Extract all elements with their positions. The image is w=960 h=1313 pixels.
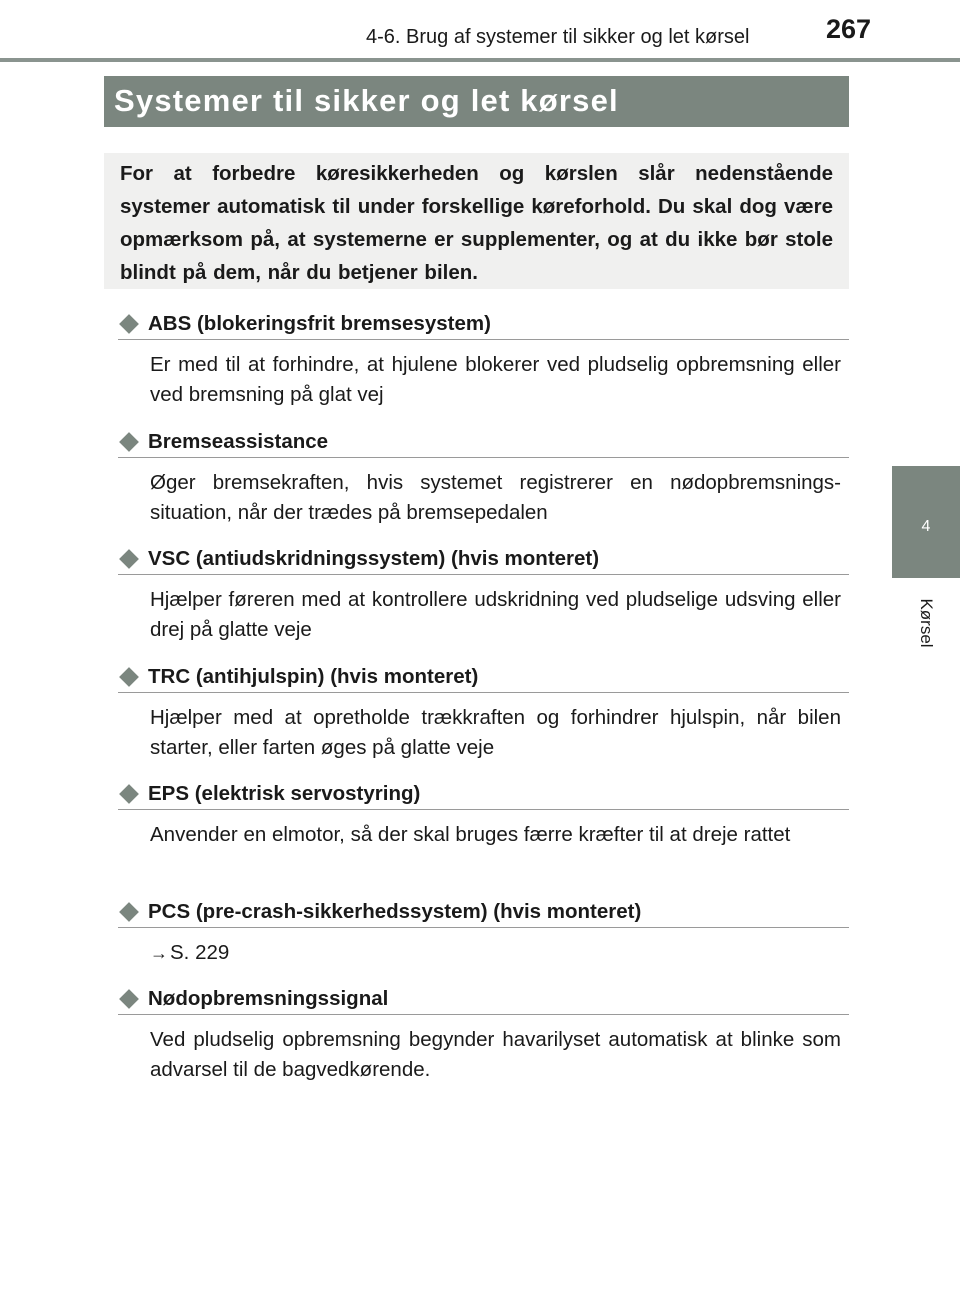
- section-body: [150, 938, 841, 968]
- intro-box: [104, 153, 849, 289]
- section-title: EPS (elektrisk servostyring): [148, 781, 421, 805]
- section-abs: [118, 308, 849, 410]
- section-title: Nødopbremsningssignal: [148, 986, 389, 1010]
- section-title: VSC (antiudskridningssystem) (hvis monteret): [148, 546, 600, 570]
- section-brake-assist: [118, 426, 849, 528]
- header-divider: [0, 58, 960, 62]
- section-heading: [118, 896, 849, 928]
- section-body: Er med til at forhindre, at hjulene blokerer ved pludselig opbremsning eller ved bremsning på glat vej: [150, 353, 841, 406]
- diamond-bullet-icon: [119, 314, 139, 334]
- section-body: Ved pludselig opbremsning begynder havarilyset automatisk at blinke som advarsel til de bagvedkørende.: [150, 1028, 841, 1081]
- section-body: Hjælper føreren med at kontrollere udskridning ved pludselige udsving eller drej på glatte veje: [150, 588, 841, 641]
- section-heading: [118, 778, 849, 810]
- chapter-header-title: 4-6. Brug af systemer til sikker og let kørsel: [366, 26, 750, 48]
- section-emergency-brake-signal: [118, 983, 849, 1085]
- section-heading: [118, 983, 849, 1015]
- page-reference-arrow-icon: →: [150, 943, 168, 963]
- section-eps: [118, 778, 849, 850]
- diamond-bullet-icon: [119, 549, 139, 569]
- page-title-bar: [104, 76, 849, 127]
- intro-text: For at forbedre køresikkerheden og kørslen slår nedenstående systemer automatisk til under forskellige køreforhold. Du skal dog være opmærksom på, at systemerne er supplementer, og at du ikke bør stole blindt på dem, når du betjener bilen.: [120, 162, 833, 284]
- section-body: Øger bremsekraften, hvis systemet registrerer en nødopbremsnings-situation, når der trædes på bremsepedalen: [150, 471, 841, 524]
- diamond-bullet-icon: [119, 667, 139, 687]
- chapter-side-label: [884, 588, 960, 658]
- section-body: Hjælper med at opretholde trækkraften og forhindrer hjulspin, når bilen starter, eller farten øges på glatte veje: [150, 706, 841, 759]
- section-vsc: [118, 543, 849, 645]
- diamond-bullet-icon: [119, 784, 139, 804]
- diamond-bullet-icon: [119, 432, 139, 452]
- section-title: TRC (antihjulspin) (hvis monteret): [148, 664, 479, 688]
- diamond-bullet-icon: [119, 989, 139, 1009]
- chapter-tab-number: 4: [921, 518, 931, 535]
- section-title: Bremseassistance: [148, 429, 329, 453]
- page-title: Systemer til sikker og let kørsel: [114, 83, 619, 118]
- section-heading: [118, 661, 849, 693]
- section-heading: [118, 426, 849, 458]
- section-heading: [118, 308, 849, 340]
- section-trc: [118, 661, 849, 763]
- section-title: PCS (pre-crash-sikkerhedssystem) (hvis monteret): [148, 899, 642, 923]
- section-pcs: [118, 896, 849, 968]
- section-heading: [118, 543, 849, 575]
- chapter-side-label-text: Kørsel: [917, 598, 936, 648]
- chapter-tab: [892, 466, 960, 578]
- diamond-bullet-icon: [119, 902, 139, 922]
- section-title: ABS (blokeringsfrit bremsesystem): [148, 311, 491, 335]
- page-number: 267: [826, 14, 872, 44]
- section-body: Anvender en elmotor, så der skal bruges færre kræfter til at dreje rattet: [150, 823, 791, 846]
- page-reference-link[interactable]: S. 229: [170, 941, 230, 964]
